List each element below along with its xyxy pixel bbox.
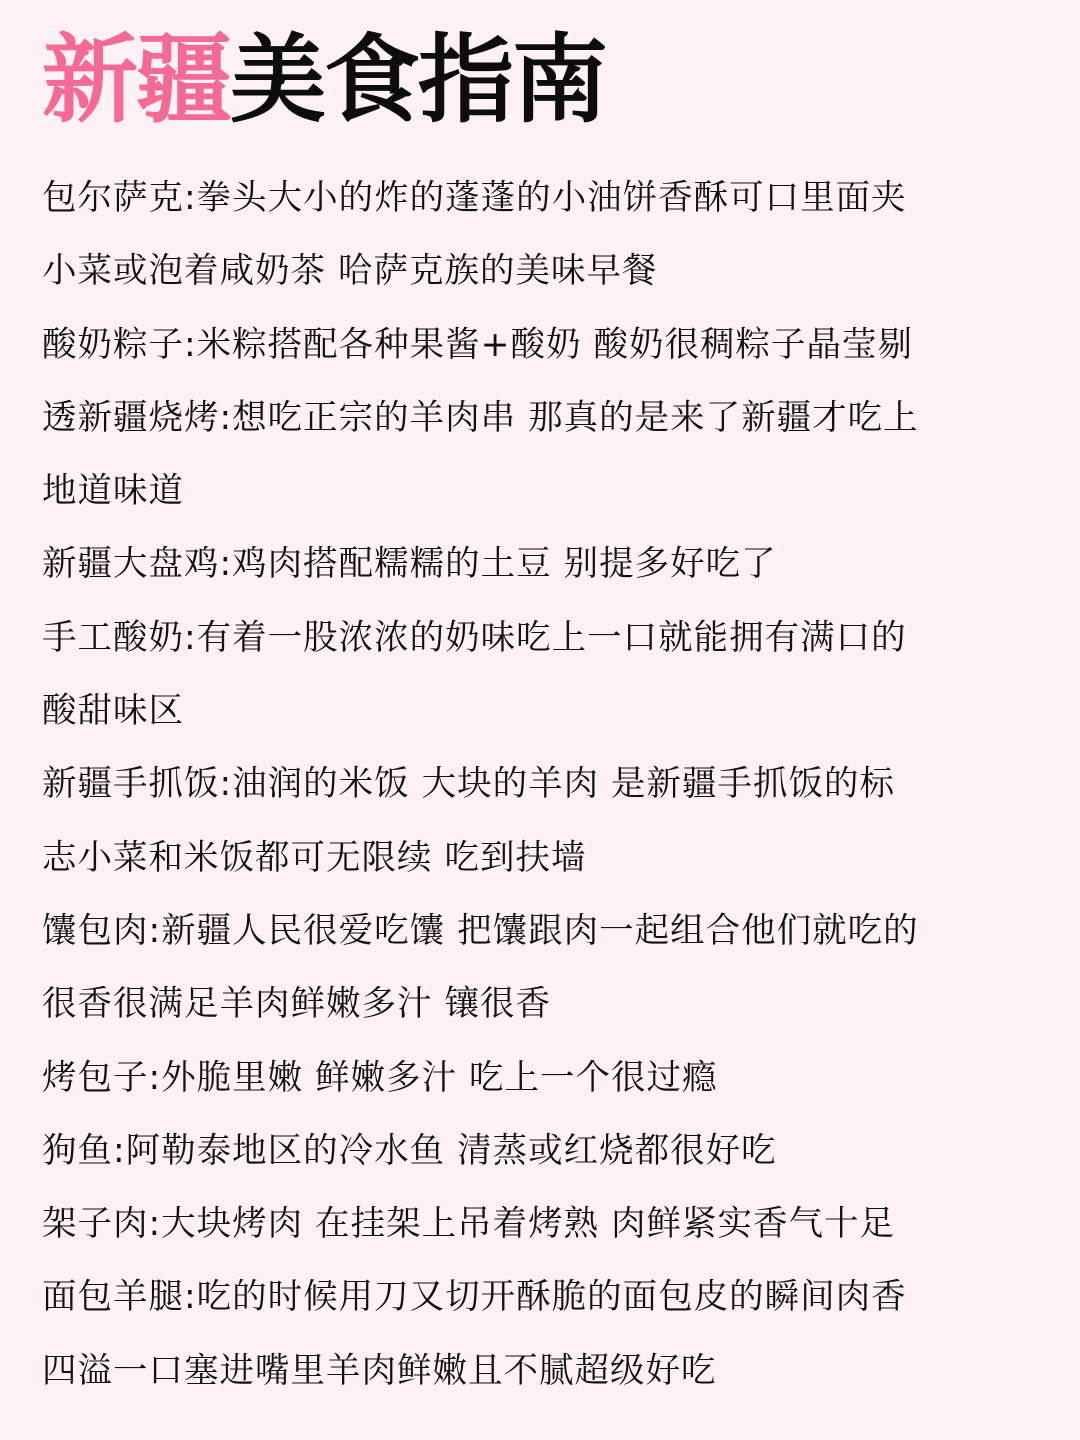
text-line: 手工酸奶:有着一股浓浓的奶味吃上一口就能拥有满口的 [42,617,907,658]
text-line: 透新疆烧烤:想吃正宗的羊肉串 那真的是来了新疆才吃上 [42,397,919,438]
page-title [42,0,1080,136]
text-line: 馕包肉:新疆人民很爱吃馕 把馕跟肉一起组合他们就吃的 [42,910,919,951]
text-line: 志小菜和米饭都可无限续 吃到扶墙 [42,837,587,878]
text-line: 很香很满足羊肉鲜嫩多汁 镶很香 [42,984,551,1025]
text-line: 酸甜味区 [42,691,184,732]
text-line: 包尔萨克:拳头大小的炸的蓬蓬的小油饼香酥可口里面夹 [42,178,907,218]
text-line: 狗鱼:阿勒泰地区的冷水鱼 清蒸或红烧都很好吃 [42,1130,777,1171]
text-line: 新疆手抓饭:油润的米饭 大块的羊肉 是新疆手抓饭的标 [42,764,896,805]
text-line: 架子肉:大块烤肉 在挂架上吊着烤熟 肉鲜紧实香气十足 [42,1204,896,1245]
text-line: 烤包子:外脆里嫩 鲜嫩多汁 吃上一个很过瘾 [42,1057,718,1098]
title-accent: 新疆 [42,24,230,136]
title-rest: 美食指南 [230,24,606,136]
text-line: 地道味道 [42,471,184,512]
text-line: 小菜或泡着咸奶茶 哈萨克族的美味早餐 [42,251,658,292]
text-line: 新疆大盘鸡:鸡肉搭配糯糯的土豆 别提多好吃了 [42,544,777,585]
text-line: 四溢一口塞进嘴里羊肉鲜嫩且不腻超级好吃 [42,1350,717,1391]
text-line: 面包羊腿:吃的时候用刀又切开酥脆的面包皮的瞬间肉香 [42,1277,907,1318]
food-list [42,162,1052,1408]
text-line: 酸奶粽子:米粽搭配各种果酱+酸奶 酸奶很稠粽子晶莹剔 [42,324,913,365]
